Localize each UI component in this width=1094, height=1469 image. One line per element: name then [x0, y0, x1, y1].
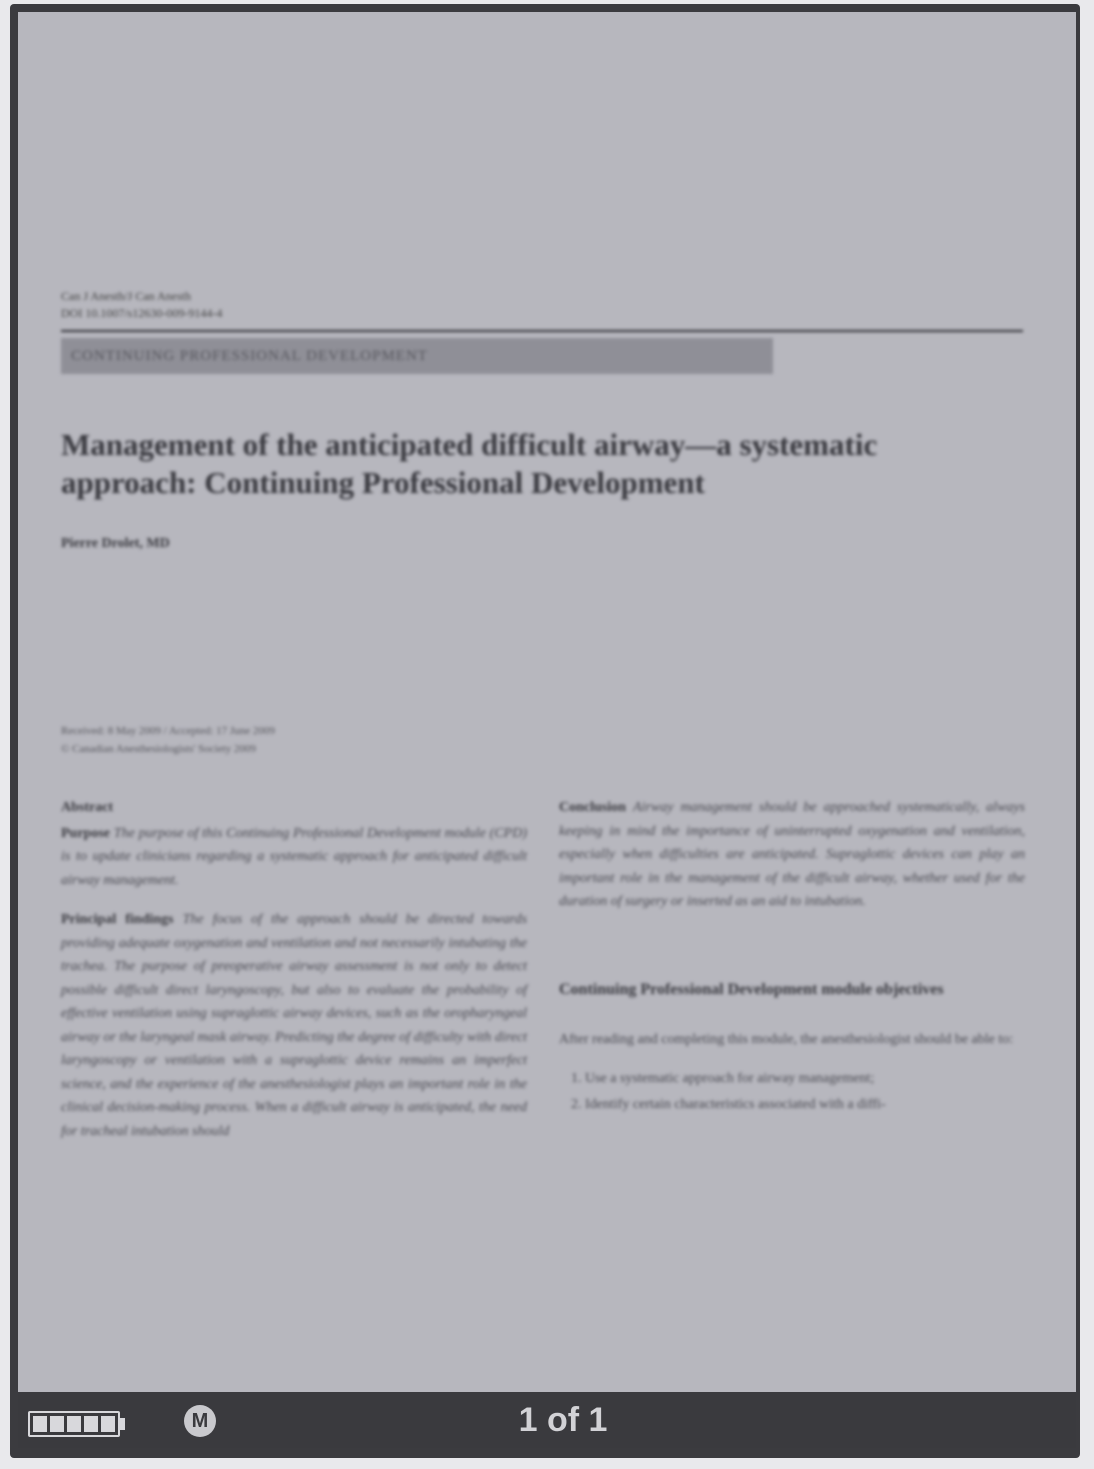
document-page [18, 12, 1076, 1392]
battery-tip [120, 1418, 125, 1430]
article-title: Management of the anticipated difficult airway—a systematic approach: Continuing Professional Development [61, 427, 878, 500]
conclusion-text: Airway management should be approached systematically, always keeping in mind the importance of uninterrupted oxygenation and ventilation, especially when difficulties are anticipated. Supraglottic devices can play an important role in the management of the difficult airway, whether used for the duration of surgery or inserted as an aid to intubation. [559, 800, 1025, 909]
ereader-device [10, 4, 1080, 1458]
battery-icon [28, 1411, 120, 1437]
journal-line: Can J Anesth/J Can Anesth [61, 289, 192, 303]
status-bar [18, 1392, 1076, 1448]
page-counter: 1 of 1 [518, 1401, 608, 1439]
findings-label: Principal findings [61, 912, 174, 927]
purpose-text: The purpose of this Continuing Professional Development module (CPD) is to update clinicians regarding a systematic approach for anticipated difficult airway management. [61, 825, 528, 888]
objectives-list [559, 1067, 1025, 1116]
received-info [61, 722, 275, 758]
objectives-heading: Continuing Professional Development module objectives [559, 980, 944, 998]
purpose-paragraph [61, 822, 527, 893]
received-line: Received: 8 May 2009 / Accepted: 17 June 2009 [61, 725, 275, 737]
abstract-heading: Abstract [61, 800, 114, 815]
doi-line: DOI 10.1007/s12630-009-9144-4 [61, 306, 223, 320]
conclusion-paragraph [559, 796, 1025, 914]
left-column [61, 796, 527, 1159]
reader-screen[interactable] [18, 12, 1076, 1392]
conclusion-label: Conclusion [559, 800, 626, 815]
menu-circle-icon[interactable]: M [184, 1405, 216, 1437]
right-column [559, 796, 1025, 1118]
findings-text: The focus of the approach should be directed towards providing adequate oxygenation and ventilation and not necessarily intubating the trachea. The purpose of preoperative airway assessment is not only to detect possible difficult direct laryngoscopy, but also to evaluate the probability of effective ventilation using supraglottic airway devices, such as the oropharyngeal airway or the laryngeal mask airway. Predicting the degree of difficulty with direct laryngoscopy or ventilation with a supraglottic device remains an imperfect science, and the experience of the anesthesiologist plays an important role in the clinical decision-making process. When a difficult airway is anticipated, the need for tracheal intubation should [61, 912, 528, 1139]
list-item: 1. Use a systematic approach for airway management; [585, 1067, 1025, 1091]
findings-paragraph [61, 908, 527, 1143]
section-banner: CONTINUING PROFESSIONAL DEVELOPMENT [61, 338, 773, 374]
header-rule [61, 330, 1023, 332]
journal-header [61, 288, 222, 322]
article-author: Pierre Drolet, MD [61, 536, 170, 551]
objectives-intro: After reading and completing this module, the anesthesiologist should be able to: [559, 1031, 1014, 1047]
purpose-label: Purpose [61, 825, 110, 841]
list-item: 2. Identify certain characteristics associated with a diffi- [585, 1093, 1025, 1117]
copyright-line: © Canadian Anesthesiologists' Society 2009 [61, 743, 256, 755]
